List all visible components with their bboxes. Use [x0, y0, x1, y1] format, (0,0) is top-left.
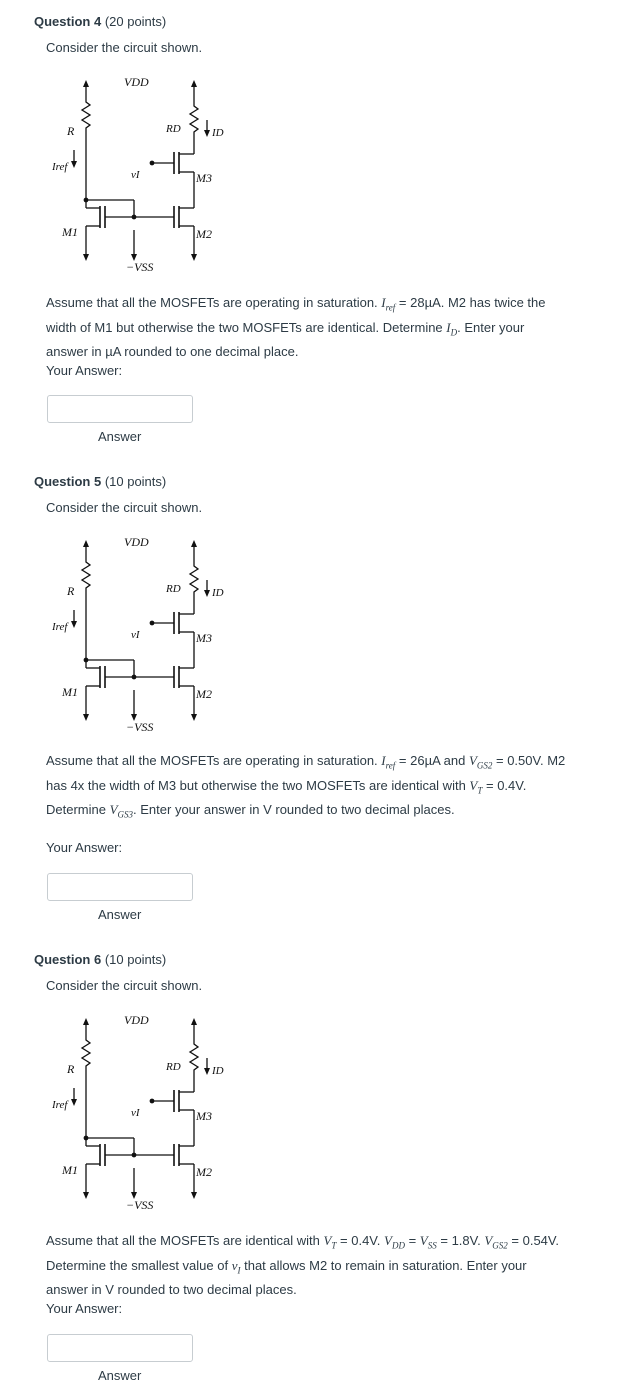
rd-label: RD — [166, 123, 181, 135]
your-answer-label: Your Answer: — [46, 1301, 123, 1316]
m2-label: M2 — [196, 687, 212, 701]
question-intro: Consider the circuit shown. — [46, 978, 203, 993]
iref-label: Iref — [52, 161, 68, 173]
r-label: R — [67, 124, 75, 138]
m1-label: M1 — [62, 1163, 78, 1177]
question-points: (20 points) — [104, 14, 167, 29]
question-title: Question 6 — [34, 952, 102, 967]
rd-label: RD — [166, 1061, 181, 1073]
question-points: (10 points) — [104, 952, 167, 967]
vss-label: −VSS — [126, 720, 154, 734]
iref-label: Iref — [52, 621, 68, 633]
vi-label: vI — [131, 629, 140, 641]
circuit-diagram — [34, 60, 254, 275]
question-header — [34, 474, 166, 489]
answer-label: Answer — [98, 907, 142, 922]
answer-input[interactable] — [47, 395, 193, 423]
your-answer-label: Your Answer: — [46, 840, 123, 855]
your-answer-label: Your Answer: — [46, 363, 123, 378]
question-header — [34, 14, 166, 29]
iref-label: Iref — [52, 1099, 68, 1111]
question-intro: Consider the circuit shown. — [46, 40, 203, 55]
r-label: R — [67, 1062, 75, 1076]
circuit-diagram — [34, 520, 254, 735]
question-title: Question 5 — [34, 474, 102, 489]
circuit-diagram — [34, 998, 254, 1213]
vss-label: −VSS — [126, 260, 154, 274]
vi-label: vI — [131, 1107, 140, 1119]
m2-label: M2 — [196, 227, 212, 241]
rd-label: RD — [166, 583, 181, 595]
m3-label: M3 — [196, 1109, 212, 1123]
question-points: (10 points) — [104, 474, 167, 489]
vi-label: vI — [131, 169, 140, 181]
vss-label: −VSS — [126, 1198, 154, 1212]
m3-label: M3 — [196, 631, 212, 645]
answer-input[interactable] — [47, 873, 193, 901]
m2-label: M2 — [196, 1165, 212, 1179]
m1-label: M1 — [62, 225, 78, 239]
question-prompt: Assume that all the MOSFETs are identical with $V_T = 0.4V$. $V_{DD} = V_{SS} = 1.8V$. $V_{GS2} = 0.54V$. Determine the smallest value of $v_I$ that allows M2 to remain in saturation. Enter your answer in V rounded to two decimal places. — [46, 1233, 560, 1298]
question-prompt: Assume that all the MOSFETs are operating in saturation. $I_{ref} = 28\mu A$. M2 has twice the width of M1 but otherwise the two MOSFETs are identical. Determine $I_D$. Enter your answer in µA rounded to one decimal place. — [46, 295, 546, 360]
question-prompt: Assume that all the MOSFETs are operating in saturation. $I_{ref} = 26\mu A$ and $V_{GS2} = 0.50V$. M2 has 4x the width of M3 but otherwise the two MOSFETs are identical with $V_T = 0.4V$. Determine $V_{GS3}$. Enter your answer in V rounded to two decimal places. — [46, 753, 566, 820]
m1-label: M1 — [62, 685, 78, 699]
question-title: Question 4 — [34, 14, 102, 29]
vdd-label: VDD — [124, 75, 149, 89]
id-label: ID — [212, 127, 224, 139]
answer-input[interactable] — [47, 1334, 193, 1362]
answer-label: Answer — [98, 1368, 142, 1383]
question-header — [34, 952, 166, 967]
id-label: ID — [212, 587, 224, 599]
vdd-label: VDD — [124, 1013, 149, 1027]
vdd-label: VDD — [124, 535, 149, 549]
question-intro: Consider the circuit shown. — [46, 500, 203, 515]
answer-label: Answer — [98, 429, 142, 444]
r-label: R — [67, 584, 75, 598]
id-label: ID — [212, 1065, 224, 1077]
m3-label: M3 — [196, 171, 212, 185]
